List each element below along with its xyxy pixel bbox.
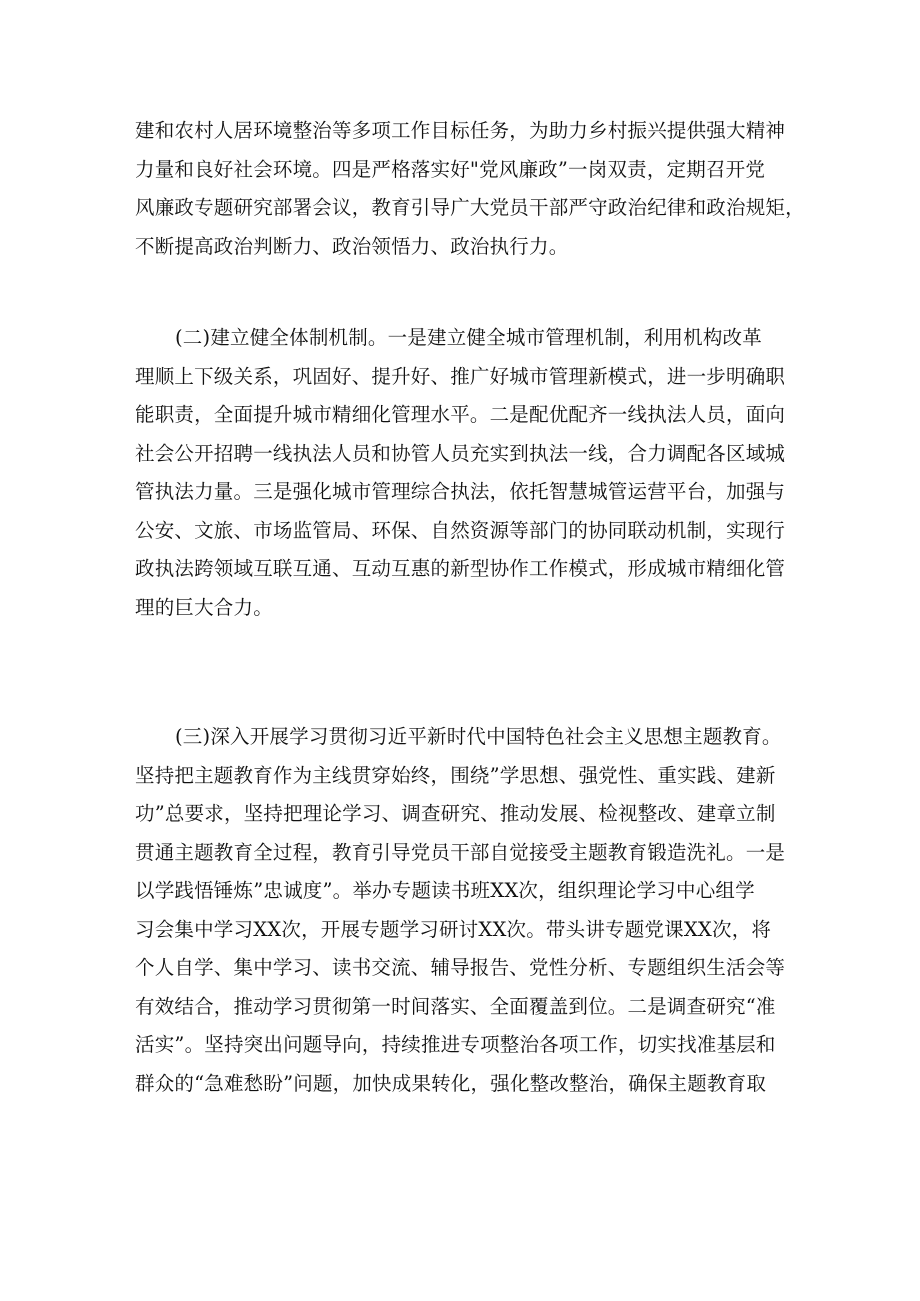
text-line: 活实”。坚持突出问题导向，持续推进专项整治各项工作，切实找准基层和	[135, 1033, 776, 1056]
text-line: 群众的“急难愁盼”问题，加快成果转化，强化整改整治，确保主题教育取	[135, 1071, 767, 1095]
text-line: 理顺上下级关系，巩固好、提升好、推广好城市管理新模式，进一步明确职	[135, 364, 786, 388]
text-line: (三)深入开展学习贯彻习近平新时代中国特色社会主义思想主题教育。	[175, 725, 782, 748]
paragraph-2	[135, 319, 795, 627]
text-line: 坚持把主题教育作为主线贯穿始终，围绕”学思想、强党性、重实践、建新	[135, 763, 776, 787]
text-line: 以学践悟锤炼”忠诚度”。举办专题读书班XX次，组织理论学习中心组学	[135, 879, 755, 902]
text-line: 理的巨大合力。	[135, 595, 273, 619]
text-line: 政执法跨领域互联互通、互动互惠的新型协作工作模式，形成城市精细化管	[135, 557, 786, 580]
text-line: 社会公开招聘一线执法人员和协管人员充实到执法一线，合力调配各区域城	[135, 441, 786, 465]
text-line: 贯通主题教育全过程，教育引导党员干部自觉接受主题教育锻造洗礼。一是	[135, 840, 786, 864]
paragraph-1	[135, 112, 805, 266]
text-line: 习会集中学习XX次，开展专题学习研讨XX次。带头讲专题党课XX次，将	[135, 917, 772, 941]
text-line: 力量和良好社会环境。四是严格落实好"党风廉政”一岗双责，定期召开党	[135, 157, 766, 181]
text-line: 不断提高政治判断力、政治领悟力、政治执行力。	[135, 234, 569, 258]
text-line: (二)建立健全体制机制。一是建立健全城市管理机制，利用机构改革	[175, 326, 762, 349]
text-line: 建和农村人居环境整治等多项工作目标任务，为助力乡村振兴提供强大精神	[135, 119, 786, 142]
text-line: 个人自学、集中学习、读书交流、辅导报告、党性分析、专题组织生活会等	[135, 956, 786, 979]
text-line: 功”总要求，坚持把理论学习、调查研究、推动发展、检视整改、建章立制	[135, 802, 776, 825]
text-line: 风廉政专题研究部署会议，教育引导广大党员干部严守政治纪律和政治规矩，	[135, 196, 805, 219]
paragraph-3	[135, 718, 795, 1103]
text-line: 公安、文旅、市场监管局、环保、自然资源等部门的协同联动机制，实现行	[135, 518, 786, 542]
text-line: 有效结合，推动学习贯彻第一时间落实、全面覆盖到位。二是调查研究“准	[135, 994, 776, 1018]
text-line: 管执法力量。三是强化城市管理综合执法，依托智慧城管运营平台，加强与	[135, 480, 786, 503]
text-line: 能职责，全面提升城市精细化管理水平。二是配优配齐一线执法人员，面向	[135, 403, 786, 426]
